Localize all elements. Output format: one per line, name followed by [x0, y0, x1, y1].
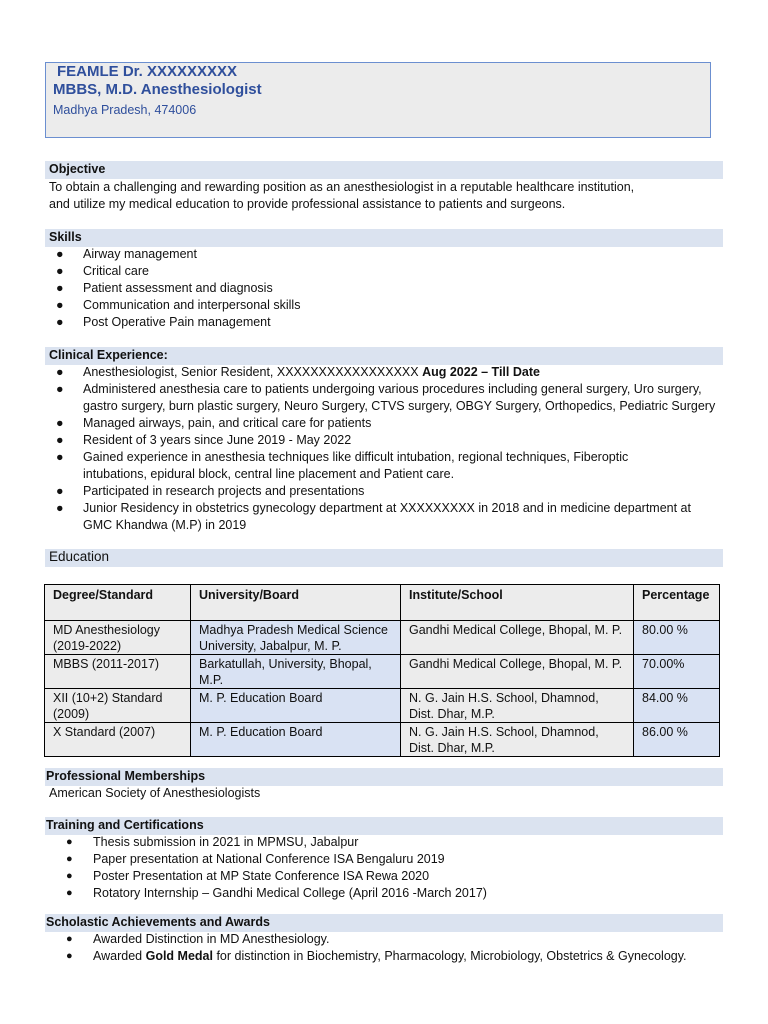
bullet-icon: ●: [56, 484, 64, 498]
bullet-icon: ●: [56, 315, 64, 329]
candidate-name: FEAMLE Dr. XXXXXXXXX: [57, 63, 238, 80]
list-item: ● Paper presentation at National Conference ISA Bengaluru 2019: [66, 852, 445, 866]
table-cell: 80.00 %: [634, 621, 720, 655]
list-item: ● Patient assessment and diagnosis: [56, 281, 273, 295]
objective-text: [49, 179, 634, 213]
column-header: Degree/Standard: [45, 585, 191, 621]
bullet-icon: ●: [56, 382, 64, 396]
list-item: ● Administered anesthesia care to patients undergoing various procedures including general surgery, Uro surgery, gastro surgery, burn plastic surgery, Neuro Surgery, CTVS surgery, OBGY Surgery, Orthopedics, Pediatric Surgery: [56, 382, 716, 413]
awards-list: [46, 931, 687, 965]
objective-line: To obtain a challenging and rewarding position as an anesthesiologist in a reputable healthcare institution,: [49, 180, 635, 194]
table-cell: N. G. Jain H.S. School, Dhamnod, Dist. Dhar, M.P.: [401, 689, 634, 723]
table-cell: Gandhi Medical College, Bhopal, M. P.: [401, 655, 634, 689]
bullet-icon: ●: [66, 950, 73, 962]
table-header-row: [45, 585, 720, 621]
table-cell: Gandhi Medical College, Bhopal, M. P.: [401, 621, 634, 655]
bullet-icon: ●: [56, 501, 64, 515]
bullet-icon: ●: [66, 933, 73, 945]
bullet-icon: ●: [56, 433, 64, 447]
candidate-address: Madhya Pradesh, 474006: [53, 103, 197, 117]
list-item: ● Thesis submission in 2021 in MPMSU, Jabalpur: [66, 835, 359, 849]
bullet-icon: ●: [66, 887, 73, 899]
bullet-icon: ●: [56, 450, 64, 464]
memberships-title: Professional Memberships: [46, 769, 206, 783]
column-header: Percentage: [634, 585, 720, 621]
bullet-icon: ●: [56, 281, 64, 295]
objective-section-bar: [45, 161, 723, 179]
table-cell: MBBS (2011-2017): [45, 655, 191, 689]
table-cell: 86.00 %: [634, 723, 720, 757]
bullet-icon: ●: [66, 870, 73, 882]
awards-section-bar: [45, 914, 723, 932]
list-item: ● Awarded Gold Medal for distinction in Biochemistry, Pharmacology, Microbiology, Obstetrics & Gynecology.: [66, 949, 687, 963]
table-row: [45, 689, 720, 723]
skills-list: [46, 246, 300, 331]
table-row: [45, 621, 720, 655]
list-item: ● Rotatory Internship – Gandhi Medical College (April 2016 -March 2017): [66, 886, 487, 900]
bullet-icon: ●: [66, 853, 73, 865]
table-cell: M. P. Education Board: [191, 723, 401, 757]
list-item: ● Airway management: [56, 247, 197, 261]
list-item: ● Poster Presentation at MP State Conference ISA Rewa 2020: [66, 869, 430, 883]
table-cell: 84.00 %: [634, 689, 720, 723]
skills-title: Skills: [49, 230, 82, 244]
skills-section-bar: [45, 229, 723, 247]
list-item: ● Communication and interpersonal skills: [56, 298, 301, 312]
table-cell: M. P. Education Board: [191, 689, 401, 723]
table-cell: 70.00%: [634, 655, 720, 689]
list-item: ● Managed airways, pain, and critical care for patients: [56, 416, 372, 430]
education-table: [44, 584, 720, 757]
clinical-title: Clinical Experience:: [49, 348, 168, 362]
education-title: Education: [49, 549, 110, 564]
training-title: Training and Certifications: [46, 818, 204, 832]
clinical-section-bar: [45, 347, 723, 365]
list-item: ● Participated in research projects and presentations: [56, 484, 365, 498]
memberships-text: American Society of Anesthesiologists: [49, 786, 261, 800]
bullet-icon: ●: [56, 264, 64, 278]
list-item: ● Awarded Distinction in MD Anesthesiology.: [66, 932, 330, 946]
table-row: [45, 723, 720, 757]
objective-line: and utilize my medical education to provide professional assistance to patients and surgeons.: [49, 197, 566, 211]
candidate-degree: MBBS, M.D. Anesthesiologist: [53, 81, 262, 98]
list-item: ● Gained experience in anesthesia techniques like difficult intubation, regional techniques, Fiberoptic intubations, epidural block, central line placement and Patient care.: [56, 450, 629, 481]
list-item: ● Post Operative Pain management: [56, 315, 271, 329]
list-item: ● Resident of 3 years since June 2019 - May 2022: [56, 433, 352, 447]
education-section-bar: [45, 549, 723, 567]
awards-title: Scholastic Achievements and Awards: [46, 915, 270, 929]
list-item: ● Junior Residency in obstetrics gynecology department at XXXXXXXXX in 2018 and in medicine department at GMC Khandwa (M.P) in 2019: [56, 501, 691, 532]
bullet-icon: ●: [56, 247, 64, 261]
table-cell: MD Anesthesiology (2019-2022): [45, 621, 191, 655]
column-header: University/Board: [191, 585, 401, 621]
clinical-list: [46, 364, 715, 534]
training-section-bar: [45, 817, 723, 835]
training-list: [46, 834, 487, 902]
table-row: [45, 655, 720, 689]
table-cell: Madhya Pradesh Medical Science University, Jabalpur, M. P.: [191, 621, 401, 655]
bullet-icon: ●: [56, 416, 64, 430]
table-cell: Barkatullah, University, Bhopal, M.P.: [191, 655, 401, 689]
bullet-icon: ●: [56, 298, 64, 312]
table-cell: XII (10+2) Standard (2009): [45, 689, 191, 723]
bullet-icon: ●: [56, 365, 64, 379]
memberships-section-bar: [45, 768, 723, 786]
list-item: ● Anesthesiologist, Senior Resident, XXXXXXXXXXXXXXXXX Aug 2022 – Till Date: [56, 365, 540, 379]
column-header: Institute/School: [401, 585, 634, 621]
table-cell: N. G. Jain H.S. School, Dhamnod, Dist. Dhar, M.P.: [401, 723, 634, 757]
list-item: ● Critical care: [56, 264, 149, 278]
objective-title: Objective: [49, 162, 106, 176]
table-cell: X Standard (2007): [45, 723, 191, 757]
bullet-icon: ●: [66, 836, 73, 848]
